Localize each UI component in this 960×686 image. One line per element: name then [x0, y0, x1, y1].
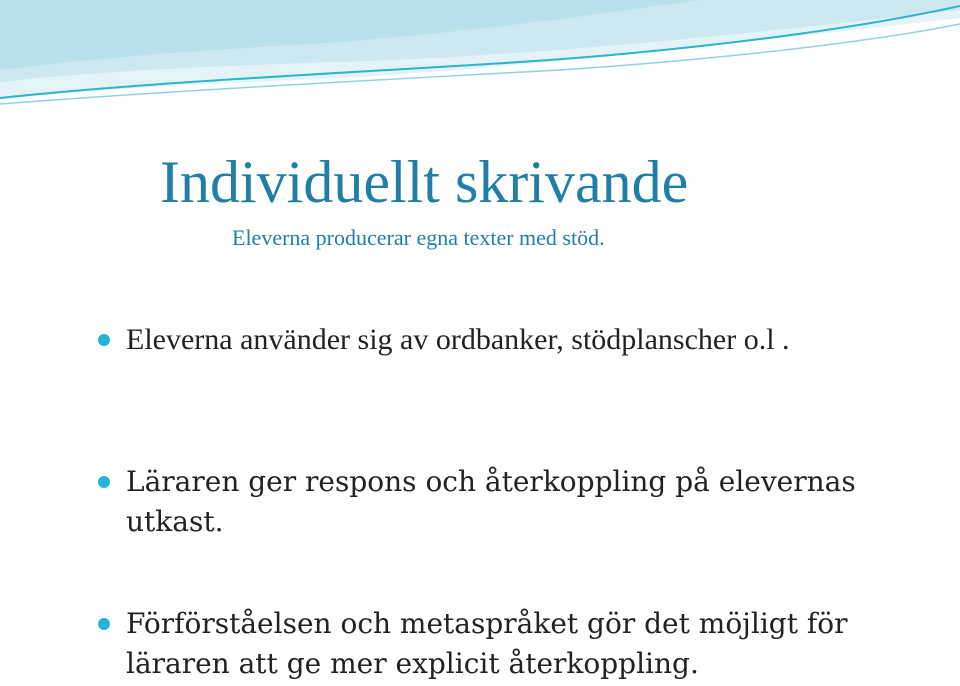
- bullet-dot-icon: [98, 476, 110, 488]
- bullet-text: Läraren ger respons och återkoppling på elevernas utkast.: [126, 465, 856, 538]
- bullet-item: [98, 320, 918, 360]
- header-wave-decoration: [0, 0, 960, 120]
- bullet-item: [98, 604, 918, 684]
- slide-title: Individuellt skrivande: [160, 149, 689, 215]
- bullet-item: [98, 462, 918, 542]
- bullet-dot-icon: [98, 334, 110, 346]
- slide-subtitle: Eleverna producerar egna texter med stöd.: [232, 225, 605, 250]
- bullet-text: Förförståelsen och metaspråket gör det möjligt för läraren att ge mer explicit återkoppling.: [126, 607, 848, 680]
- bullet-text: Eleverna använder sig av ordbanker, stödplanscher o.l .: [126, 323, 790, 356]
- bullet-dot-icon: [98, 618, 110, 630]
